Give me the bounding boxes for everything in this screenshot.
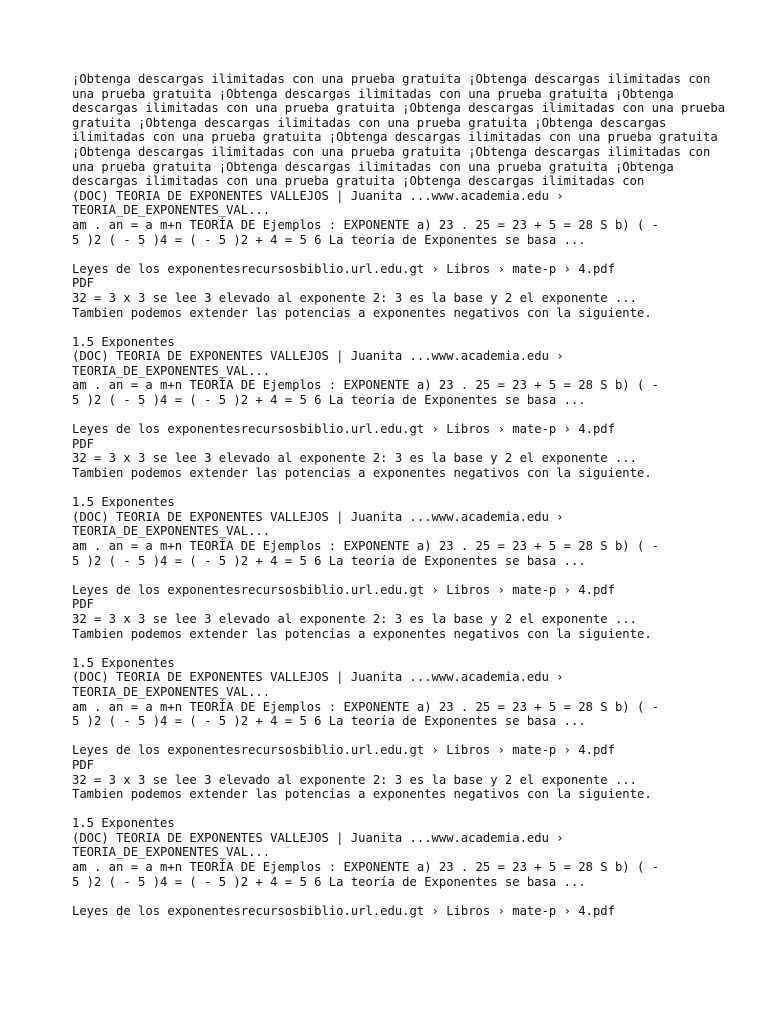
pdf-snippet-line: Tambien podemos extender las potencias a exponentes negativos con la siguiente. bbox=[72, 305, 652, 320]
pdf-snippet-line: 32 = 3 x 3 se lee 3 elevado al exponente 2: 3 es la base y 2 el exponente ... bbox=[72, 451, 637, 466]
document-page bbox=[72, 72, 732, 918]
section-heading: 1.5 Exponentes bbox=[72, 334, 175, 349]
section-heading: 1.5 Exponentes bbox=[72, 655, 175, 670]
pdf-source-link[interactable]: Leyes de los exponentesrecursosbiblio.url.edu.gt › Libros › mate-p › 4.pdf bbox=[72, 903, 615, 918]
doc-snippet-line: 5 )2 ( - 5 )4 = ( - 5 )2 + 4 = 5 6 La teoría de Exponentes se basa ... bbox=[72, 714, 586, 729]
spacer bbox=[72, 568, 732, 583]
pdf-snippet-line: Tambien podemos extender las potencias a exponentes negativos con la siguiente. bbox=[72, 466, 652, 481]
doc-title-link[interactable]: (DOC) TEORIA DE EXPONENTES VALLEJOS | Juanita ...www.academia.edu › bbox=[72, 188, 564, 203]
file-type-label: PDF bbox=[72, 757, 95, 772]
result-block bbox=[72, 247, 732, 408]
pdf-source-link[interactable]: Leyes de los exponentesrecursosbiblio.url.edu.gt › Libros › mate-p › 4.pdf bbox=[72, 582, 615, 597]
pdf-snippet-line: 32 = 3 x 3 se lee 3 elevado al exponente 2: 3 es la base y 2 el exponente ... bbox=[72, 611, 637, 626]
doc-snippet-line: 5 )2 ( - 5 )4 = ( - 5 )2 + 4 = 5 6 La teoría de Exponentes se basa ... bbox=[72, 874, 586, 889]
doc-path: TEORIA_DE_EXPONENTES_VAL... bbox=[72, 845, 271, 860]
spacer bbox=[72, 408, 732, 423]
result-doc bbox=[72, 189, 732, 247]
pdf-source-link[interactable]: Leyes de los exponentesrecursosbiblio.url.edu.gt › Libros › mate-p › 4.pdf bbox=[72, 743, 615, 758]
spacer bbox=[72, 320, 732, 335]
pdf-snippet-line: Tambien podemos extender las potencias a exponentes negativos con la siguiente. bbox=[72, 787, 652, 802]
file-type-label: PDF bbox=[72, 597, 95, 612]
doc-snippet-line: am . an = a m+n TEORÍA DE Ejemplos : EXPONENTE a) 23 . 25 = 23 + 5 = 28 S b) ( - bbox=[72, 539, 659, 553]
spacer bbox=[72, 802, 732, 817]
doc-path: TEORIA_DE_EXPONENTES_VAL... bbox=[72, 363, 271, 378]
doc-snippet-line: am . an = a m+n TEORÍA DE Ejemplos : EXPONENTE a) 23 . 25 = 23 + 5 = 28 S b) ( - bbox=[72, 217, 659, 232]
doc-path: TEORIA_DE_EXPONENTES_VAL... bbox=[72, 203, 271, 218]
file-type-label: PDF bbox=[72, 276, 95, 291]
doc-path: TEORIA_DE_EXPONENTES_VAL... bbox=[72, 684, 271, 699]
spacer bbox=[72, 247, 732, 262]
doc-snippet-line: am . an = a m+n TEORÍA DE Ejemplos : EXPONENTE a) 23 . 25 = 23 + 5 = 28 S b) ( - bbox=[72, 378, 659, 393]
section-heading: 1.5 Exponentes bbox=[72, 816, 175, 831]
result-block bbox=[72, 408, 732, 569]
doc-snippet-line: 5 )2 ( - 5 )4 = ( - 5 )2 + 4 = 5 6 La teoría de Exponentes se basa ... bbox=[72, 393, 586, 408]
result-block bbox=[72, 568, 732, 729]
doc-title-link[interactable]: (DOC) TEORIA DE EXPONENTES VALLEJOS | Juanita ...www.academia.edu › bbox=[72, 349, 564, 364]
spacer bbox=[72, 889, 732, 904]
pdf-source-link[interactable]: Leyes de los exponentesrecursosbiblio.url.edu.gt › Libros › mate-p › 4.pdf bbox=[72, 422, 615, 437]
spacer bbox=[72, 729, 732, 744]
pdf-snippet-line: Tambien podemos extender las potencias a exponentes negativos con la siguiente. bbox=[72, 626, 652, 641]
doc-title-link[interactable]: (DOC) TEORIA DE EXPONENTES VALLEJOS | Juanita ...www.academia.edu › bbox=[72, 509, 564, 524]
promo-text[interactable]: ¡Obtenga descargas ilimitadas con una prueba gratuita ¡Obtenga descargas ilimitadas con una prueba gratuita ¡Obtenga descargas ilimitadas con una prueba gratuita ¡Obtenga descargas ilimitadas con una prueba gratuita ¡Obtenga descargas ilimitadas con una prueba gratuita ¡Obtenga descargas ilimitadas con una prueba gratuita ¡Obtenga descargas ilimitadas con una prueba gratuita ¡Obtenga descargas ilimitadas con una prueba gratuita ¡Obtenga descargas ilimitadas con una prueba gratuita ¡Obtenga descargas ilimitadas con una prueba gratuita ¡Obtenga descargas ilimitadas con una prueba gratuita ¡Obtenga descargas ilimitadas con una prueba gratuita ¡Obtenga descargas ilimitadas con bbox=[72, 72, 726, 189]
pdf-snippet-line: 32 = 3 x 3 se lee 3 elevado al exponente 2: 3 es la base y 2 el exponente ... bbox=[72, 290, 637, 305]
pdf-source-link[interactable]: Leyes de los exponentesrecursosbiblio.url.edu.gt › Libros › mate-p › 4.pdf bbox=[72, 261, 615, 276]
section-heading: 1.5 Exponentes bbox=[72, 495, 175, 510]
pdf-snippet-line: 32 = 3 x 3 se lee 3 elevado al exponente 2: 3 es la base y 2 el exponente ... bbox=[72, 772, 637, 787]
file-type-label: PDF bbox=[72, 436, 95, 451]
doc-snippet-line: am . an = a m+n TEORÍA DE Ejemplos : EXPONENTE a) 23 . 25 = 23 + 5 = 28 S b) ( - bbox=[72, 860, 659, 875]
doc-path: TEORIA_DE_EXPONENTES_VAL... bbox=[72, 524, 271, 539]
doc-snippet-line: 5 )2 ( - 5 )4 = ( - 5 )2 + 4 = 5 6 La teoría de Exponentes se basa ... bbox=[72, 232, 586, 247]
spacer bbox=[72, 641, 732, 656]
spacer bbox=[72, 481, 732, 496]
doc-title-link[interactable]: (DOC) TEORIA DE EXPONENTES VALLEJOS | Juanita ...www.academia.edu › bbox=[72, 670, 564, 685]
doc-snippet-line: 5 )2 ( - 5 )4 = ( - 5 )2 + 4 = 5 6 La teoría de Exponentes se basa ... bbox=[72, 553, 586, 568]
doc-title-link[interactable]: (DOC) TEORIA DE EXPONENTES VALLEJOS | Juanita ...www.academia.edu › bbox=[72, 830, 564, 845]
result-block bbox=[72, 729, 732, 890]
doc-snippet-line: am . an = a m+n TEORÍA DE Ejemplos : EXPONENTE a) 23 . 25 = 23 + 5 = 28 S b) ( - bbox=[72, 699, 659, 714]
